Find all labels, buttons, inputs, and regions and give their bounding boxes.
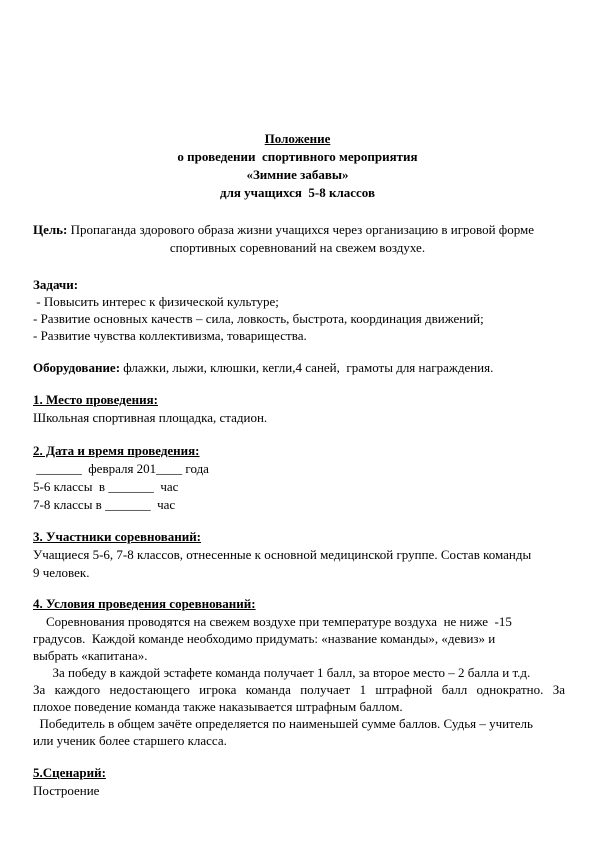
task-item: - Повысить интерес к физической культуре;	[33, 294, 279, 309]
time-line-7-8: 7-8 классы в _______ час	[33, 497, 176, 512]
section-5-text: Построение	[33, 783, 100, 798]
task-item: - Развитие чувства коллективизма, товарищества.	[33, 328, 307, 343]
document-title: Положение	[264, 131, 331, 146]
section-4-line: выбрать «капитана».	[33, 648, 148, 663]
section-1-heading: 1. Место проведения:	[33, 392, 158, 407]
section-1-text: Школьная спортивная площадка, стадион.	[33, 410, 268, 425]
equipment-label: Оборудование:	[33, 360, 121, 375]
section-4-heading: 4. Условия проведения соревнований:	[33, 596, 256, 611]
equipment-text: флажки, лыжи, клюшки, кегли,4 саней, грамоты для награждения.	[120, 360, 494, 375]
time-line-5-6: 5-6 классы в _______ час	[33, 479, 179, 494]
section-4-line: плохое поведение команда также наказывается штрафным баллом.	[33, 699, 403, 714]
section-2-heading: 2. Дата и время проведения:	[33, 443, 200, 458]
section-4-line: Соревнования проводятся на свежем воздухе при температуре воздуха не ниже -15	[33, 614, 512, 629]
goal-line-1	[33, 222, 534, 237]
section-4-line: За каждого недостающего игрока команда получает 1 штрафной балл однократно. За	[33, 682, 565, 697]
section-3-line: Учащиеся 5-6, 7-8 классов, отнесенные к основной медицинской группе. Состав команды	[33, 547, 532, 562]
goal-label: Цель:	[33, 222, 68, 237]
date-line: _______ февраля 201____ года	[33, 461, 209, 476]
section-4-line: За победу в каждой эстафете команда получает 1 балл, за второе место – 2 балла и т.д.	[33, 665, 531, 680]
section-4-line: градусов. Каждой команде необходимо придумать: «название команды», «девиз» и	[33, 631, 496, 646]
goal-line-2: спортивных соревнований на свежем воздухе.	[169, 240, 426, 255]
title-line-3: «Зимние забавы»	[246, 167, 349, 182]
title-line-2: о проведении спортивного мероприятия	[177, 149, 418, 164]
task-item: - Развитие основных качеств – сила, ловкость, быстрота, координация движений;	[33, 311, 484, 326]
goal-text-1: Пропаганда здорового образа жизни учащихся через организацию в игровой форме	[67, 222, 535, 237]
section-4-line: или ученик более старшего класса.	[33, 733, 227, 748]
tasks-heading: Задачи:	[33, 277, 79, 292]
section-5-heading: 5.Сценарий:	[33, 765, 106, 780]
title-line-4: для учащихся 5-8 классов	[220, 185, 375, 200]
equipment-line	[33, 360, 493, 375]
section-3-line: 9 человек.	[33, 565, 90, 580]
section-3-heading: 3. Участники соревнований:	[33, 529, 202, 544]
section-4-line: Победитель в общем зачёте определяется по наименьшей сумме баллов. Судья – учитель	[33, 716, 533, 731]
